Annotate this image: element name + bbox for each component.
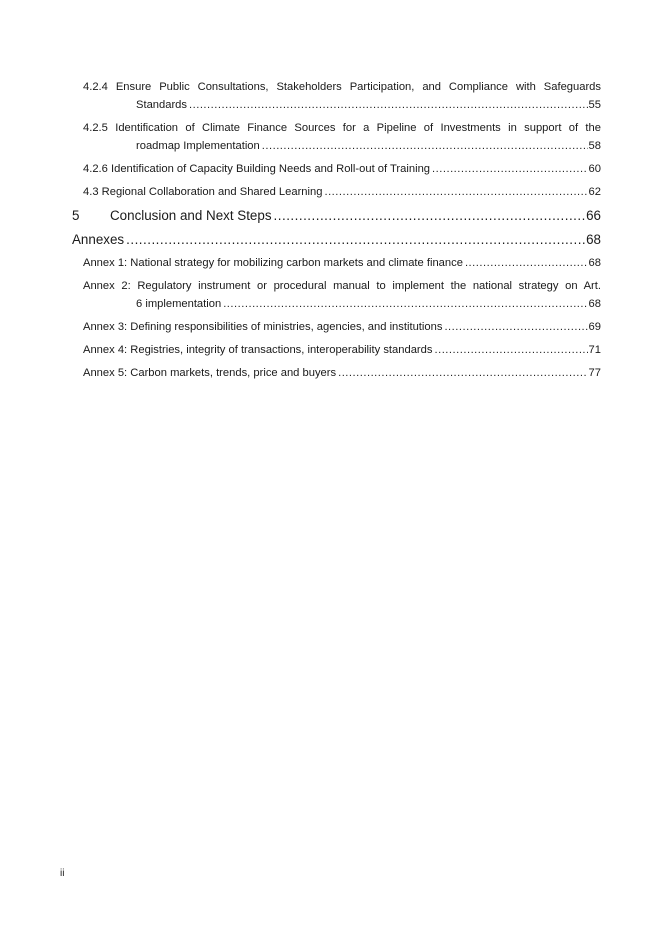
toc-page-number: 55 <box>588 99 601 111</box>
dot-leader <box>324 183 587 201</box>
toc-entry-annex-3[interactable] <box>83 318 601 336</box>
toc-entry-annex-5[interactable] <box>83 364 601 382</box>
toc-page-number: 68 <box>586 232 601 247</box>
toc-entry-title: 4.3 Regional Collaboration and Shared Learning <box>83 186 323 198</box>
toc-entry-number: 5 <box>72 208 80 223</box>
toc-page-number: 60 <box>588 163 601 175</box>
toc-entry-4-2-4[interactable] <box>83 78 601 114</box>
toc-entry-title-line2: roadmap Implementation <box>136 140 260 152</box>
dot-leader <box>189 96 588 114</box>
toc-entry-annexes[interactable] <box>72 230 601 250</box>
toc-entry-title: Annex 3: Defining responsibilities of ministries, agencies, and institutions <box>83 321 443 333</box>
toc-entry-title-line1: 4.2.4 Ensure Public Consultations, Stakeholders Participation, and Compliance with Safeguards <box>83 81 601 93</box>
toc-entry-annex-2[interactable] <box>83 277 601 313</box>
table-of-contents <box>72 78 601 387</box>
toc-entry-title: 4.2.6 Identification of Capacity Building Needs and Roll-out of Training <box>83 163 431 175</box>
toc-entry-5[interactable] <box>72 206 601 226</box>
toc-entry-title-line2: 6 implementation <box>136 298 222 310</box>
toc-entry-heading <box>72 206 272 226</box>
toc-entry-title: Annex 1: National strategy for mobilizing carbon markets and climate finance <box>83 257 463 269</box>
toc-entry-4-3[interactable] <box>83 183 601 201</box>
toc-entry-title: Conclusion and Next Steps <box>110 208 272 223</box>
toc-entry-annex-1[interactable] <box>83 254 601 272</box>
toc-page-number: 68 <box>588 257 601 269</box>
toc-page-number: 58 <box>588 140 601 152</box>
toc-page-number: 66 <box>586 208 601 223</box>
toc-page-number: 69 <box>588 321 601 333</box>
dot-leader <box>465 254 588 272</box>
toc-page-number: 71 <box>588 344 601 356</box>
toc-entry-title: Annexes <box>72 232 125 247</box>
dot-leader <box>262 137 588 155</box>
toc-entry-4-2-5[interactable] <box>83 119 601 155</box>
dot-leader <box>223 295 587 313</box>
dot-leader <box>444 318 587 336</box>
dot-leader <box>274 206 586 226</box>
toc-entry-4-2-6[interactable] <box>83 160 601 178</box>
toc-entry-title: Annex 4: Registries, integrity of transactions, interoperability standards <box>83 344 433 356</box>
dot-leader <box>126 230 585 250</box>
toc-entry-title-line2: Standards <box>136 99 187 111</box>
toc-page-number: 68 <box>588 298 601 310</box>
toc-entry-title-line1: Annex 2: Regulatory instrument or procedural manual to implement the national strategy on Art. <box>83 280 601 292</box>
toc-entry-title: Annex 5: Carbon markets, trends, price and buyers <box>83 367 337 379</box>
dot-leader <box>338 364 587 382</box>
toc-page-number: 77 <box>588 367 601 379</box>
footer-page-number: ii <box>60 868 65 879</box>
dot-leader <box>432 160 588 178</box>
toc-page-number: 62 <box>588 186 601 198</box>
toc-entry-title-line1: 4.2.5 Identification of Climate Finance Sources for a Pipeline of Investments in support of the <box>83 122 601 134</box>
dot-leader <box>434 341 587 359</box>
toc-entry-annex-4[interactable] <box>83 341 601 359</box>
